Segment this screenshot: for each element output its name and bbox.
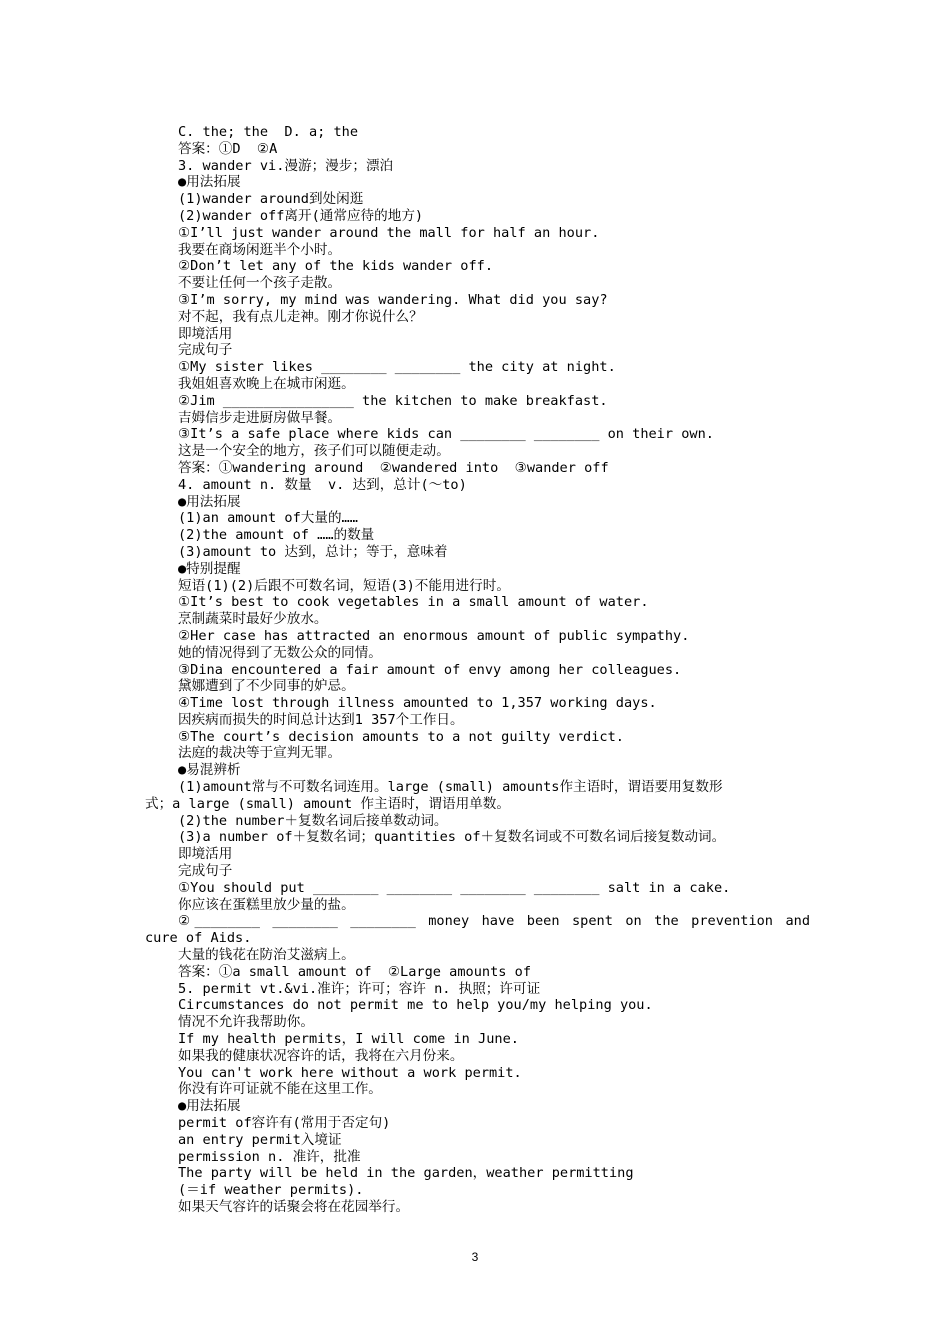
text-line: C. the; the D. a; the	[178, 124, 359, 140]
translation-line: 如果天气容许的话聚会将在花园举行。	[178, 1199, 410, 1215]
translation-line: 烹制蔬菜时最好少放水。	[178, 611, 328, 628]
translation-line: 你应该在蛋糕里放少量的盐。	[178, 896, 355, 913]
translation-line: 这是一个安全的地方，孩子们可以随便走动。	[178, 443, 450, 460]
exercise-line: ①My sister likes ________ ________ the city at night.	[178, 359, 616, 376]
translation-line: 情况不允许我帮助你。	[178, 1014, 314, 1031]
text-line: (3)amount to 达到，总计；等于，意味着	[178, 543, 448, 560]
vocab-heading: 4. amount n. 数量 v. 达到，总计(～to)	[178, 476, 467, 493]
example-sentence: ①It’s best to cook vegetables in a small amount of water.	[178, 594, 649, 611]
example-sentence: You can't work here without a work permit.	[178, 1064, 522, 1081]
answer-line: 答案：①D ②A	[178, 140, 278, 157]
text-line: an entry permit入境证	[178, 1131, 342, 1148]
section-heading: ●易混辨析	[178, 762, 241, 779]
answer-line: 答案：①a small amount of ②Large amounts of	[178, 963, 532, 980]
translation-line: 她的情况得到了无数公众的同情。	[178, 644, 382, 661]
example-sentence: ②Don’t let any of the kids wander off.	[178, 258, 493, 275]
text-line: (2)the amount of ……的数量	[178, 527, 375, 544]
section-heading: ●用法拓展	[178, 493, 241, 510]
translation-line: 不要让任何一个孩子走散。	[178, 275, 342, 292]
translation-line: 你没有许可证就不能在这里工作。	[178, 1081, 382, 1098]
document-body	[145, 124, 810, 1216]
section-heading: ●用法拓展	[178, 174, 241, 191]
text-line: (1)wander around到处闲逛	[178, 191, 364, 208]
text-line: permit of容许有(常用于否定句)	[178, 1115, 391, 1132]
exercise-line: ②Jim ________________ the kitchen to make breakfast.	[178, 392, 608, 409]
section-heading: ●特别提醒	[178, 560, 241, 577]
text-line: (3)a number of＋复数名词；quantities of＋复数名词或不可数名词后接复数动词。	[178, 829, 726, 846]
section-heading: 即境活用	[178, 846, 233, 863]
translation-line: 吉姆信步走进厨房做早餐。	[178, 409, 342, 426]
example-sentence: If my health permits，I will come in June.	[178, 1031, 519, 1048]
translation-line: 我姐姐喜欢晚上在城市闲逛。	[178, 375, 355, 392]
section-heading: 完成句子	[178, 342, 233, 359]
example-sentence: ③Dina encountered a fair amount of envy among her colleagues.	[178, 661, 682, 678]
example-sentence: (＝if weather permits).	[178, 1182, 364, 1199]
translation-line: 对不起，我有点儿走神。刚才你说什么？	[178, 308, 423, 325]
text-line: (2)the number＋复数名词后接单数动词。	[178, 812, 448, 829]
example-sentence: ④Time lost through illness amounted to 1,357 working days.	[178, 695, 657, 712]
exercise-line: ③It’s a safe place where kids can ________ ________ on their own.	[178, 426, 714, 443]
exercise-line: ②________ ________ ________ money have been spent on the prevention and	[178, 913, 810, 930]
exercise-line: ①You should put ________ ________ ________ ________ salt in a cake.	[178, 879, 731, 896]
text-line: permission n. 准许，批准	[178, 1148, 361, 1165]
translation-line: 法庭的裁决等于宣判无罪。	[178, 745, 342, 762]
text-line: 式；a large (small) amount 作主语时，谓语用单数。	[145, 795, 510, 812]
page-number: 3	[471, 1250, 479, 1264]
example-sentence: ③I’m sorry, my mind was wandering. What did you say?	[178, 291, 608, 308]
translation-line: 我要在商场闲逛半个小时。	[178, 241, 342, 258]
section-heading: 完成句子	[178, 863, 233, 880]
translation-line: 因疾病而损失的时间总计达到1 357个工作日。	[178, 711, 464, 728]
translation-line: 大量的钱花在防治艾滋病上。	[178, 947, 355, 964]
example-sentence: The party will be held in the garden，weather permitting	[178, 1165, 634, 1182]
section-heading: 即境活用	[178, 325, 233, 342]
example-sentence: ②Her case has attracted an enormous amount of public sympathy.	[178, 627, 690, 644]
text-line: (1)amount常与不可数名词连用。large (small) amounts作主语时，谓语要用复数形	[178, 779, 723, 796]
text-line: (2)wander off离开(通常应待的地方)	[178, 207, 424, 224]
vocab-heading: 3. wander vi.漫游；漫步；漂泊	[178, 157, 394, 174]
text-line: 短语(1)(2)后跟不可数名词，短语(3)不能用进行时。	[178, 577, 510, 594]
translation-line: 如果我的健康状况容许的话，我将在六月份来。	[178, 1047, 464, 1064]
exercise-line: cure of Aids.	[145, 930, 252, 947]
section-heading: ●用法拓展	[178, 1098, 241, 1115]
vocab-heading: 5. permit vt.&vi.准许；许可；容许 n. 执照；许可证	[178, 980, 541, 997]
example-sentence: ⑤The court’s decision amounts to a not guilty verdict.	[178, 728, 624, 745]
example-sentence: ①I’ll just wander around the mall for half an hour.	[178, 224, 600, 241]
example-sentence: Circumstances do not permit me to help you/my helping you.	[178, 997, 653, 1014]
translation-line: 黛娜遭到了不少同事的妒忌。	[178, 678, 355, 695]
answer-line: 答案：①wandering around ②wandered into ③wander off	[178, 459, 609, 476]
text-line: (1)an amount of大量的……	[178, 510, 358, 527]
